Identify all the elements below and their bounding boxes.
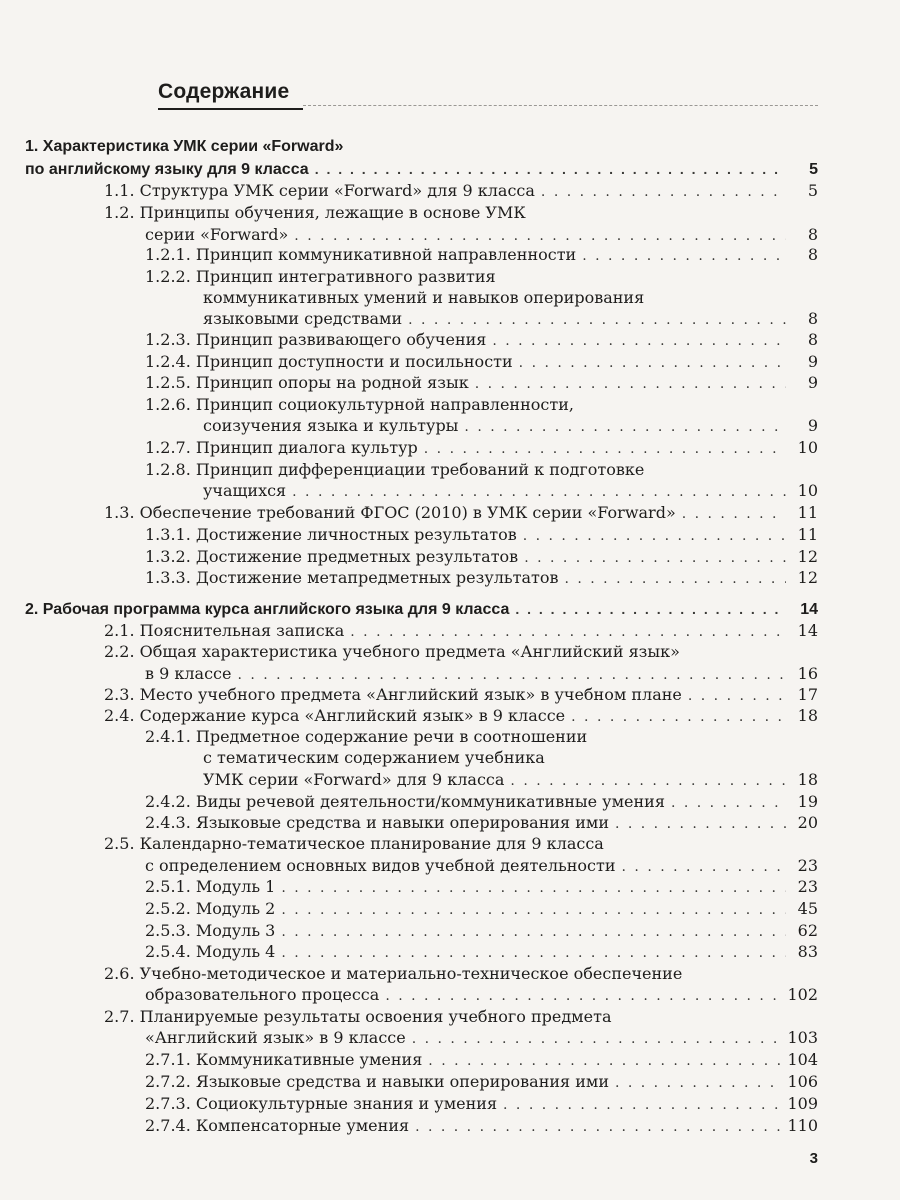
toc-entry[interactable]	[145, 329, 818, 352]
toc-page-number: 8	[807, 225, 818, 244]
toc-entry[interactable]	[145, 876, 818, 899]
toc-entry-text: 1.2.5. Принцип опоры на родной язык	[145, 373, 469, 392]
toc-entry-text: 1.3. Обеспечение требований ФГОС (2010) в УМК серии «Forward»	[104, 503, 676, 522]
toc-page-number: 5	[807, 181, 818, 200]
toc-entry-text: 1.3.1. Достижение личностных результатов	[145, 525, 517, 544]
toc-page-number: 102	[787, 985, 818, 1004]
toc-entry-text: 2.7.3. Социокультурные знания и умения	[145, 1094, 498, 1113]
toc-entry-text: 2.5.1. Модуль 1	[145, 877, 276, 896]
toc-entry[interactable]	[145, 791, 818, 814]
toc-entry-text: 1.2. Принципы обучения, лежащие в основе УМК	[104, 203, 526, 222]
toc-entry[interactable]	[145, 1027, 818, 1050]
toc-page-number: 18	[797, 770, 818, 789]
toc-entry-text: языковыми средствами	[203, 309, 403, 328]
toc-entry-text: 2.3. Место учебного предмета «Английский язык» в учебном плане	[104, 685, 682, 704]
toc-page-number: 16	[797, 664, 818, 683]
toc-page-number: 17	[797, 685, 818, 704]
toc-section-heading: 1. Характеристика УМК серии «Forward»	[25, 138, 344, 155]
toc-entry-text: соизучения языка и культуры	[203, 416, 459, 435]
toc-entry-text: образовательного процесса	[145, 985, 380, 1004]
toc-entry[interactable]	[145, 1071, 818, 1094]
toc-leader	[428, 1050, 781, 1072]
toc-page-number: 10	[797, 438, 818, 457]
toc-entry[interactable]	[145, 372, 818, 395]
toc-page-number: 14	[800, 601, 818, 618]
toc-leader	[408, 309, 786, 331]
toc-page-number: 106	[787, 1072, 818, 1091]
toc-entry-text: 1.2.4. Принцип доступности и посильности	[145, 352, 513, 371]
toc-leader	[350, 621, 786, 643]
toc-entry-text: по английскому языку для 9 класса	[25, 161, 309, 178]
toc-entry-text: 2.7.1. Коммуникативные умения	[145, 1050, 423, 1069]
toc-entry-text: 2.5.2. Модуль 2	[145, 899, 276, 918]
toc-entry-text: 1.2.2. Принцип интегративного развития	[145, 267, 496, 286]
toc-entry[interactable]	[104, 180, 818, 203]
toc-leader	[412, 1028, 782, 1050]
toc-page-number: 11	[797, 525, 818, 544]
toc-page-number: 9	[807, 373, 818, 392]
toc-leader	[571, 706, 786, 728]
toc-entry[interactable]	[145, 812, 818, 835]
toc-entry[interactable]	[145, 941, 818, 964]
toc-entry[interactable]	[145, 663, 818, 686]
toc-entry-text: 2.5.4. Модуль 4	[145, 942, 276, 961]
toc-entry[interactable]	[25, 598, 818, 621]
toc-entry-text: 2.4.1. Предметное содержание речи в соотношении	[145, 727, 588, 746]
toc-entry[interactable]	[145, 437, 818, 460]
toc-leader	[582, 245, 786, 267]
toc-entry[interactable]	[145, 567, 818, 590]
toc-entry[interactable]	[203, 769, 818, 792]
toc-leader	[464, 416, 786, 438]
toc-entry-text: учащихся	[203, 481, 287, 500]
toc-entry-text: 2.4.2. Виды речевой деятельности/коммуникативные умения	[145, 792, 665, 811]
toc-page-number: 14	[797, 621, 818, 640]
toc-entry-text: с тематическим содержанием учебника	[203, 748, 545, 767]
toc-entry[interactable]	[203, 415, 818, 438]
toc-page-number: 5	[809, 161, 818, 178]
toc-entry-text: 2.6. Учебно-методическое и материально-техническое обеспечение	[104, 964, 683, 983]
toc-page-number: 9	[807, 416, 818, 435]
toc-entry[interactable]	[145, 1049, 818, 1072]
toc-leader	[510, 770, 786, 792]
toc-leader	[475, 373, 786, 395]
toc-entry-text: 2.5. Календарно-тематическое планирование для 9 класса	[104, 834, 604, 853]
toc-page-number: 8	[807, 330, 818, 349]
toc-page-number: 103	[787, 1028, 818, 1047]
toc-entry-text: 2.7. Планируемые результаты освоения учебного предмета	[104, 1007, 612, 1026]
toc-page-number: 45	[797, 899, 818, 918]
toc-entry-text: 2.4. Содержание курса «Английский язык» в 9 классе	[104, 706, 566, 725]
toc-page-number: 8	[807, 309, 818, 328]
toc-entry-text: с определением основных видов учебной деятельности	[145, 856, 616, 875]
toc-page-number: 8	[807, 245, 818, 264]
toc-entry[interactable]	[145, 1093, 818, 1116]
toc-leader	[515, 598, 786, 620]
toc-entry[interactable]	[203, 480, 818, 503]
toc-leader	[237, 664, 786, 686]
toc-leader	[415, 1116, 781, 1138]
toc-entry[interactable]	[145, 984, 818, 1007]
toc-leader	[682, 503, 786, 525]
toc-entry[interactable]	[104, 705, 818, 728]
toc-leader	[315, 158, 786, 180]
toc-leader	[385, 985, 781, 1007]
toc-leader	[519, 352, 786, 374]
toc-entry-text: 2.7.2. Языковые средства и навыки оперирования ими	[145, 1072, 609, 1091]
toc-entry[interactable]	[145, 920, 818, 943]
toc-page-number: 23	[797, 877, 818, 896]
toc-leader	[281, 899, 786, 921]
toc-page-number: 110	[787, 1116, 818, 1135]
toc-entry[interactable]	[104, 502, 818, 525]
toc-page-number: 11	[797, 503, 818, 522]
toc-entry-text: 2.4.3. Языковые средства и навыки оперирования ими	[145, 813, 609, 832]
toc-entry-text: в 9 классе	[145, 664, 232, 683]
toc-leader	[524, 547, 786, 569]
toc-entry[interactable]	[145, 546, 818, 569]
toc-entry-text: коммуникативных умений и навыков оперирования	[203, 288, 645, 307]
toc-entry[interactable]	[145, 524, 818, 547]
toc-leader	[622, 856, 786, 878]
toc-entry-text: «Английский язык» в 9 классе	[145, 1028, 406, 1047]
toc-leader	[281, 877, 786, 899]
toc-leader	[671, 792, 786, 814]
toc-leader	[492, 330, 786, 352]
toc-entry[interactable]	[104, 620, 818, 643]
toc-leader	[281, 942, 786, 964]
toc-leader	[541, 181, 786, 203]
toc-leader	[564, 568, 786, 590]
toc-leader	[615, 1072, 781, 1094]
toc-page-number: 19	[797, 792, 818, 811]
toc-page-number: 12	[797, 547, 818, 566]
toc-leader	[615, 813, 786, 835]
toc-entry-text: 1.2.1. Принцип коммуникативной направленности	[145, 245, 577, 264]
toc-entry[interactable]	[145, 244, 818, 267]
toc-entry-text: 1.2.7. Принцип диалога культур	[145, 438, 418, 457]
toc-entry-text: 1.1. Структура УМК серии «Forward» для 9 класса	[104, 181, 535, 200]
toc-entry-text: 2.1. Пояснительная записка	[104, 621, 345, 640]
toc-leader	[523, 525, 786, 547]
toc-entry-text: 1.2.6. Принцип социокультурной направленности,	[145, 395, 574, 414]
toc-entry-text: 2.2. Общая характеристика учебного предмета «Английский язык»	[104, 642, 680, 661]
toc-leader	[292, 481, 786, 503]
toc-leader	[688, 685, 786, 707]
toc-page-number: 18	[797, 706, 818, 725]
toc-entry[interactable]	[145, 898, 818, 921]
toc-entry[interactable]	[104, 684, 818, 707]
toc-entry[interactable]	[145, 351, 818, 374]
toc-leader	[281, 921, 786, 943]
toc-leader	[424, 438, 786, 460]
toc-entry[interactable]	[145, 1115, 818, 1138]
toc-entry[interactable]	[145, 855, 818, 878]
toc-page-number: 23	[797, 856, 818, 875]
toc-entry-text: 2.7.4. Компенсаторные умения	[145, 1116, 410, 1135]
toc-entry-text: 2. Рабочая программа курса английского языка для 9 класса	[25, 601, 510, 618]
toc-page-number: 62	[797, 921, 818, 940]
toc-entry-text: серии «Forward»	[145, 225, 289, 244]
toc-entry-text: УМК серии «Forward» для 9 класса	[203, 770, 505, 789]
page-number: 3	[809, 1150, 818, 1167]
page-title: Содержание	[158, 80, 303, 110]
toc-page-number: 20	[797, 813, 818, 832]
toc-entry-text: 1.3.3. Достижение метапредметных результатов	[145, 568, 559, 587]
toc-entry-text: 2.5.3. Модуль 3	[145, 921, 276, 940]
toc-page-number: 9	[807, 352, 818, 371]
toc-page-number: 12	[797, 568, 818, 587]
toc-entry-text: 1.3.2. Достижение предметных результатов	[145, 547, 519, 566]
toc-entry[interactable]	[203, 308, 818, 331]
toc-page-number: 83	[797, 942, 818, 961]
toc-entry-text: 1.2.8. Принцип дифференциации требований к подготовке	[145, 460, 645, 479]
toc-leader	[503, 1094, 781, 1116]
toc-entry-text: 1.2.3. Принцип развивающего обучения	[145, 330, 487, 349]
toc-entry[interactable]	[25, 158, 818, 181]
toc-page-number: 104	[787, 1050, 818, 1069]
toc-page-number: 109	[787, 1094, 818, 1113]
toc-page-number: 10	[797, 481, 818, 500]
